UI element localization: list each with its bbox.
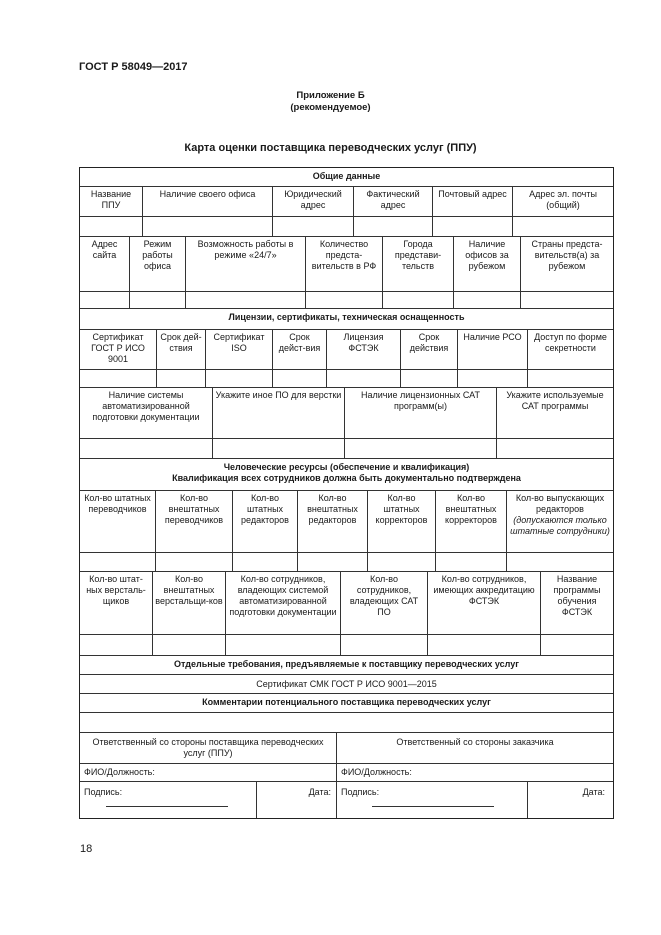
header-used-cat: Укажите используемые САТ программы xyxy=(497,388,613,439)
input-freelance-editors[interactable] xyxy=(298,553,368,572)
header-branch-cities: Города представи-тельств xyxy=(383,237,454,292)
header-fstek-validity: Срок действия xyxy=(401,330,458,370)
input-gost-iso-9001[interactable] xyxy=(80,370,157,388)
section-requirements: Отдельные требования, предъявляемые к поставщику переводческих услуг xyxy=(80,656,613,675)
input-24-7[interactable] xyxy=(186,292,306,309)
document-code: ГОСТ Р 58049—2017 xyxy=(79,61,188,73)
input-fstek-validity[interactable] xyxy=(401,370,458,388)
header-iso-validity: Срок дейст-вия xyxy=(273,330,327,370)
header-cat-staff: Кол-во сотрудников, владеющих САТ ПО xyxy=(341,572,428,635)
header-staff-layout: Кол-во штат-ных версталь-щиков xyxy=(80,572,153,635)
input-freelance-proofreaders[interactable] xyxy=(436,553,507,572)
header-fstek-training: Название программы обучения ФСТЭК xyxy=(541,572,613,635)
provider-signature-field[interactable] xyxy=(80,782,257,818)
header-freelance-layout: Кол-во внештатных верстальщи-ков xyxy=(153,572,226,635)
input-fstek-license[interactable] xyxy=(327,370,401,388)
release-editors-label: Кол-во выпускающих редакторов xyxy=(515,493,605,514)
input-auto-doc-system[interactable] xyxy=(80,439,213,459)
customer-fio-label: ФИО/Должность: xyxy=(341,767,412,777)
input-branch-cities[interactable] xyxy=(383,292,454,309)
input-office-hours[interactable] xyxy=(130,292,186,309)
input-staff-editors[interactable] xyxy=(233,553,298,572)
header-auto-doc-system: Наличие системы автоматизированной подготовки документации xyxy=(80,388,213,439)
customer-fio-field[interactable] xyxy=(337,764,613,782)
input-foreign-countries[interactable] xyxy=(521,292,613,309)
header-auto-doc-staff: Кол-во сотрудников, владеющих системой автоматизированной подготовки документации xyxy=(226,572,341,635)
section-comments: Комментарии потенциального поставщика переводческих услуг xyxy=(80,694,613,713)
header-iso-cert: Сертификат ISO xyxy=(206,330,273,370)
header-24-7: Возможность работы в режиме «24/7» xyxy=(186,237,306,292)
header-fstek-license: Лицензия ФСТЭК xyxy=(327,330,401,370)
header-foreign-countries: Страны предста-вительств(а) за рубежом xyxy=(521,237,613,292)
header-actual-address: Фактический адрес xyxy=(354,187,433,217)
customer-responsible-label: Ответственный со стороны заказчика xyxy=(337,733,613,764)
hr-subtitle: Квалификация всех сотрудников должна быть документально подтверждена xyxy=(172,473,521,483)
input-fstek-accredited[interactable] xyxy=(428,635,541,656)
header-staff-proofreaders: Кол-во штатных корректоров xyxy=(368,491,436,553)
input-website[interactable] xyxy=(80,292,130,309)
input-layout-software[interactable] xyxy=(213,439,345,459)
header-postal-address: Почтовый адрес xyxy=(433,187,513,217)
header-staff-translators: Кол-во штатных переводчиков xyxy=(80,491,156,553)
hr-title: Человеческие ресурсы (обеспечение и квалификация) xyxy=(223,462,470,472)
input-provider-name[interactable] xyxy=(80,217,143,237)
input-gost-validity[interactable] xyxy=(157,370,206,388)
input-release-editors[interactable] xyxy=(507,553,613,572)
header-email: Адрес эл. почты (общий) xyxy=(513,187,613,217)
smk-certificate-row: Сертификат СМК ГОСТ Р ИСО 9001—2015 xyxy=(80,675,613,694)
input-licensed-cat[interactable] xyxy=(345,439,497,459)
input-postal-address[interactable] xyxy=(433,217,513,237)
appendix-heading xyxy=(0,90,661,114)
input-staff-translators[interactable] xyxy=(80,553,156,572)
header-release-editors xyxy=(507,491,613,553)
header-rf-branches-count: Количество предста-вительств в РФ xyxy=(306,237,383,292)
input-fstek-training[interactable] xyxy=(541,635,613,656)
header-own-office: Наличие своего офиса xyxy=(143,187,273,217)
header-licensed-cat: Наличие лицензионных САТ программ(ы) xyxy=(345,388,497,439)
input-foreign-offices[interactable] xyxy=(454,292,521,309)
header-layout-software: Укажите иное ПО для верстки xyxy=(213,388,345,439)
header-staff-editors: Кол-во штатных редакторов xyxy=(233,491,298,553)
section-human-resources xyxy=(80,459,613,491)
header-provider-name: Название ППУ xyxy=(80,187,143,217)
input-staff-proofreaders[interactable] xyxy=(368,553,436,572)
header-rso: Наличие РСО xyxy=(458,330,528,370)
header-office-hours: Режим работы офиса xyxy=(130,237,186,292)
input-email[interactable] xyxy=(513,217,613,237)
evaluation-form-table xyxy=(79,167,614,819)
input-used-cat[interactable] xyxy=(497,439,613,459)
customer-signature-field[interactable] xyxy=(337,782,528,818)
input-secrecy-access[interactable] xyxy=(528,370,613,388)
header-gost-iso-9001: Сертификат ГОСТ Р ИСО 9001 xyxy=(80,330,157,370)
header-fstek-accredited: Кол-во сотрудников, имеющих аккредитацию ФСТЭК xyxy=(428,572,541,635)
page-number: 18 xyxy=(80,843,93,855)
input-auto-doc-staff[interactable] xyxy=(226,635,341,656)
input-freelance-translators[interactable] xyxy=(156,553,233,572)
header-gost-validity: Срок дей-ствия xyxy=(157,330,206,370)
input-staff-layout[interactable] xyxy=(80,635,153,656)
header-freelance-proofreaders: Кол-во внештатных корректоров xyxy=(436,491,507,553)
input-comments[interactable] xyxy=(80,713,613,733)
input-cat-staff[interactable] xyxy=(341,635,428,656)
input-iso-validity[interactable] xyxy=(273,370,327,388)
header-foreign-offices: Наличие офисов за рубежом xyxy=(454,237,521,292)
provider-date-field[interactable] xyxy=(257,782,337,818)
provider-responsible-label: Ответственный со стороны поставщика переводческих услуг (ППУ) xyxy=(80,733,337,764)
provider-date-label: Дата: xyxy=(308,787,331,797)
form-title: Карта оценки поставщика переводческих услуг (ППУ) xyxy=(184,142,477,154)
input-legal-address[interactable] xyxy=(273,217,354,237)
header-secrecy-access: Доступ по форме секретности xyxy=(528,330,613,370)
provider-fio-field[interactable] xyxy=(80,764,337,782)
release-editors-note: (допускаются только штатные сотрудники) xyxy=(510,515,610,536)
input-freelance-layout[interactable] xyxy=(153,635,226,656)
customer-date-label: Дата: xyxy=(582,787,605,797)
header-legal-address: Юридический адрес xyxy=(273,187,354,217)
appendix-note: (рекомендуемое) xyxy=(290,102,371,113)
header-website: Адрес сайта xyxy=(80,237,130,292)
input-own-office[interactable] xyxy=(143,217,273,237)
provider-signature-label: Подпись: xyxy=(84,787,123,797)
provider-fio-label: ФИО/Должность: xyxy=(84,767,155,777)
appendix-title: Приложение Б xyxy=(296,90,365,101)
input-rso[interactable] xyxy=(458,370,528,388)
section-licenses: Лицензии, сертификаты, техническая оснащенность xyxy=(80,309,613,330)
input-iso-cert[interactable] xyxy=(206,370,273,388)
provider-signature-line xyxy=(106,806,228,807)
input-rf-branches-count[interactable] xyxy=(306,292,383,309)
input-actual-address[interactable] xyxy=(354,217,433,237)
header-freelance-translators: Кол-во внештатных переводчиков xyxy=(156,491,233,553)
section-general: Общие данные xyxy=(80,168,613,187)
customer-signature-line xyxy=(372,806,494,807)
header-freelance-editors: Кол-во внештатных редакторов xyxy=(298,491,368,553)
customer-date-field[interactable] xyxy=(528,782,613,818)
customer-signature-label: Подпись: xyxy=(341,787,380,797)
